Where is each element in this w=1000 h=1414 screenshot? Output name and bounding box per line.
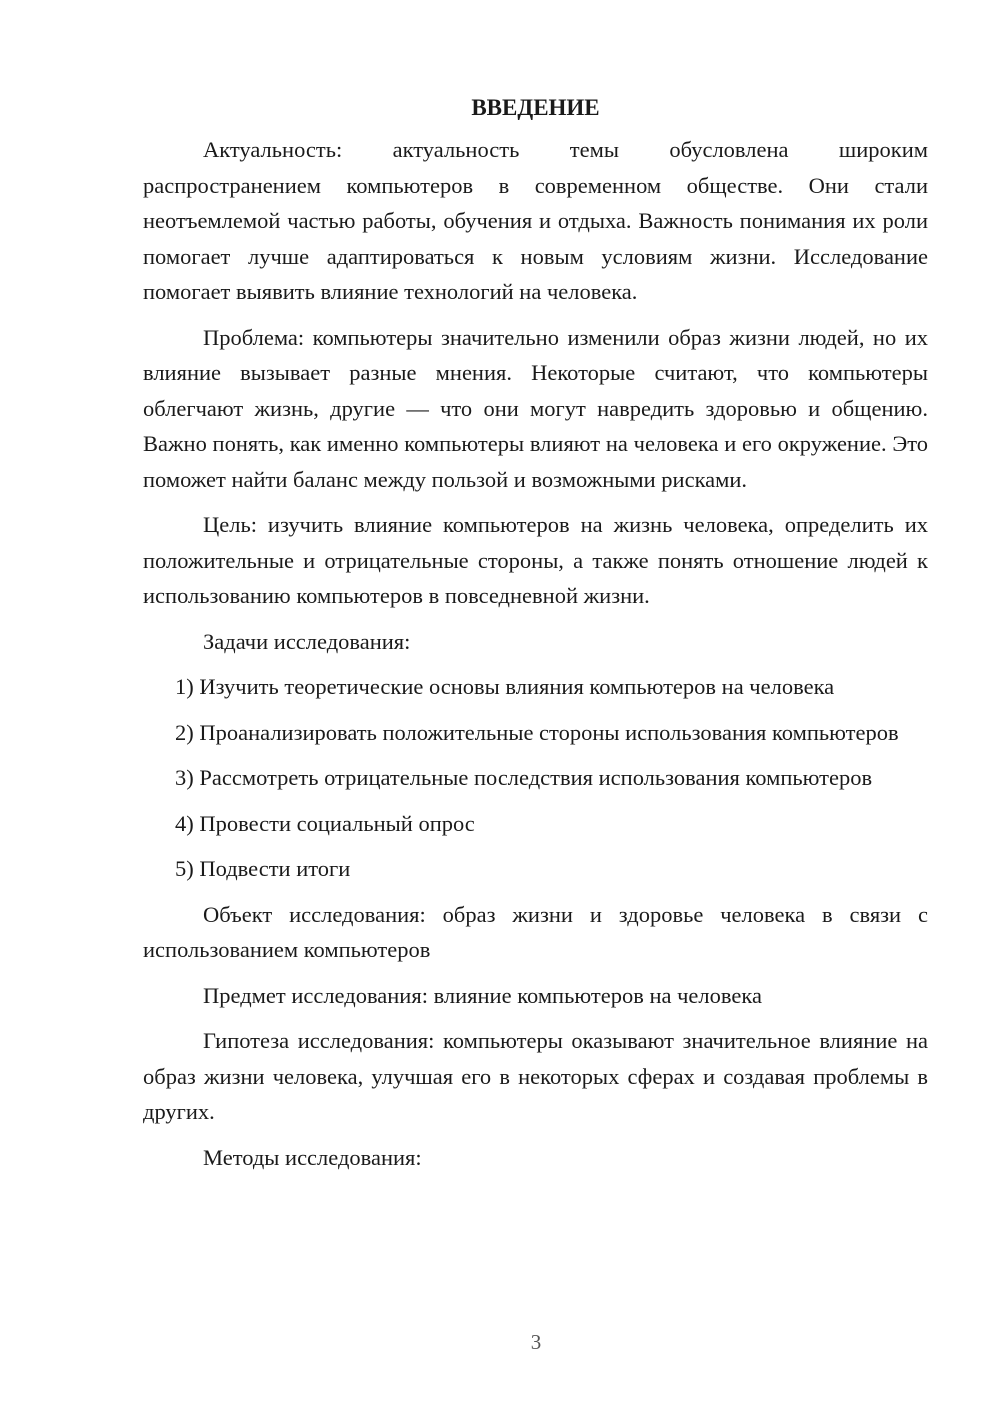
paragraph-subject: Предмет исследования: влияние компьютеров на человека	[203, 982, 762, 1008]
paragraph-methods: Методы исследования:	[203, 1144, 422, 1170]
paragraph-tasks-heading: Задачи исследования:	[203, 628, 411, 654]
page-content	[143, 90, 928, 1185]
paragraph-goal: Цель: изучить влияние компьютеров на жизнь человека, определить их положительные и отрицательные стороны, а также понять отношение людей к использованию компьютеров в повседневной жизни.	[143, 512, 928, 608]
paragraph-hypothesis: Гипотеза исследования: компьютеры оказывают значительное влияние на образ жизни человека, улучшая его в некоторых сферах и создавая проблемы в других.	[143, 1028, 928, 1124]
paragraph-relevance: Актуальность: актуальность темы обусловлена широким распространением компьютеров в современном обществе. Они стали неотъемлемой частью работы, обучения и отдыха. Важность понимания их роли помогает лучше адаптироваться к новым условиям жизни. Исследование помогает выявить влияние технологий на человека.	[143, 137, 928, 304]
task-item-5: 5) Подвести итоги	[175, 856, 351, 881]
page-number: 3	[530, 1330, 542, 1354]
paragraph-problem: Проблема: компьютеры значительно изменили образ жизни людей, но их влияние вызывает разные мнения. Некоторые считают, что компьютеры облегчают жизнь, другие — что они могут навредить здоровью и общению. Важно понять, как именно компьютеры влияют на человека и его окружение. Это поможет найти баланс между пользой и возможными рисками.	[143, 324, 928, 492]
task-item-4: 4) Провести социальный опрос	[175, 810, 475, 836]
task-item-3: 3) Рассмотреть отрицательные последствия использования компьютеров	[175, 765, 873, 790]
paragraph-object: Объект исследования: образ жизни и здоровье человека в связи с использованием компьютеров	[143, 901, 928, 962]
task-item-1: 1) Изучить теоретические основы влияния компьютеров на человека	[175, 674, 835, 699]
task-item-2: 2) Проанализировать положительные стороны использования компьютеров	[175, 719, 899, 745]
section-title: ВВЕДЕНИЕ	[471, 95, 600, 120]
